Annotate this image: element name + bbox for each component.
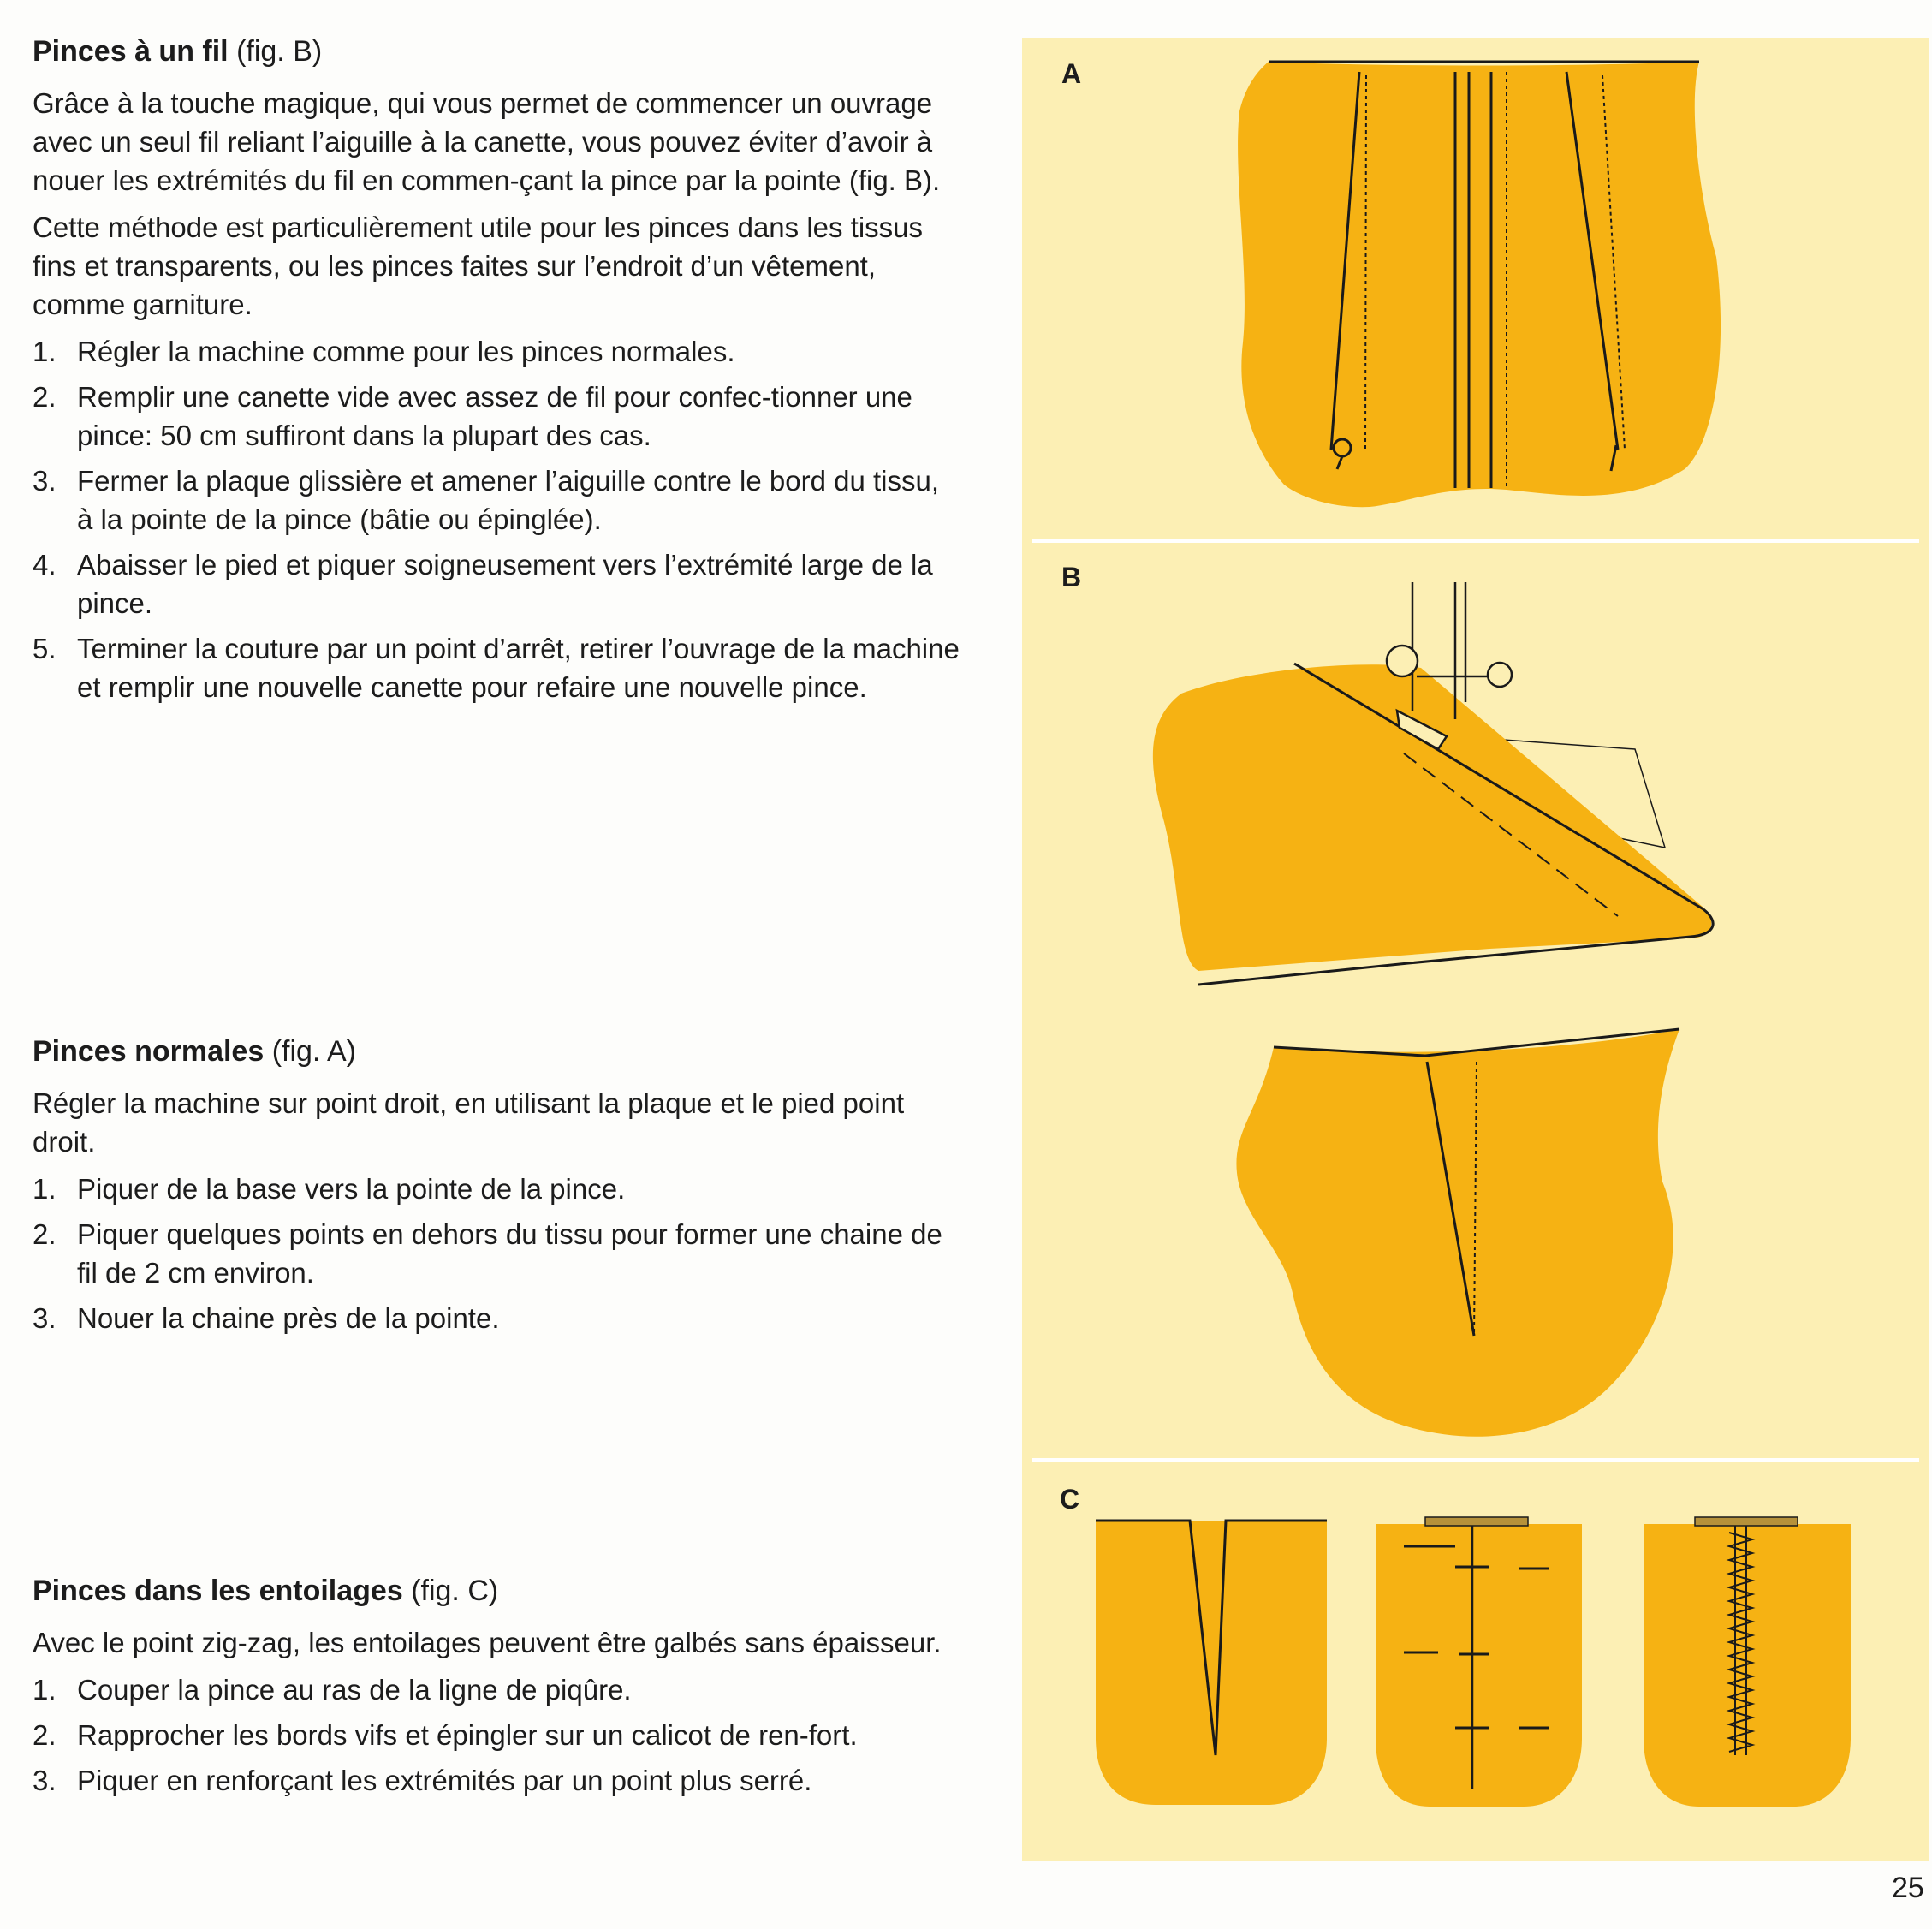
step-number: 1.	[33, 336, 56, 367]
title-bold: Pinces normales	[33, 1035, 265, 1068]
step-number: 2.	[33, 1218, 56, 1250]
figure-c-piece-2	[1376, 1517, 1582, 1807]
step-text: Terminer la couture par un point d’arrêt, retirer l’ouvrage de la machine et remplir une nouvelle canette pour refaire une nouvelle pince.	[77, 633, 960, 703]
step-text: Régler la machine comme pour les pinces normales.	[77, 336, 735, 367]
title-bold: Pinces dans les entoilages	[33, 1575, 403, 1607]
title-figure-ref: (fig. A)	[264, 1035, 356, 1068]
page-number: 25	[1892, 1872, 1924, 1904]
title-bold: Pinces à un fil	[33, 35, 229, 68]
step-text: Fermer la plaque glissière et amener l’aiguille contre le bord du tissu, à la pointe de la pince (bâtie ou épinglée).	[77, 465, 939, 535]
knob-icon	[1488, 663, 1512, 687]
figure-c-piece-1	[1096, 1521, 1327, 1805]
figure-c-piece-3	[1644, 1517, 1851, 1807]
step-number: 1.	[33, 1674, 56, 1706]
figure-b-machine	[1153, 582, 1713, 985]
step-number: 3.	[33, 465, 56, 497]
step-number: 2.	[33, 1719, 56, 1751]
figure-label-c: C	[1060, 1484, 1080, 1515]
step-text: Nouer la chaine près de la pointe.	[77, 1302, 500, 1334]
paragraph: Régler la machine sur point droit, en utilisant la plaque et le pied point droit.	[33, 1087, 905, 1158]
figure-label-b: B	[1061, 562, 1082, 592]
step-number: 1.	[33, 1173, 56, 1205]
step-text: Piquer de la base vers la pointe de la pince.	[77, 1173, 626, 1205]
paragraph: Grâce à la touche magique, qui vous permet de commencer un ouvrage avec un seul fil reliant l’aiguille à la canette, vous pouvez éviter d’avoir à nouer les extrémités du fil en commen-çant la pince par la pointe (fig. B).	[33, 87, 941, 196]
tension-dial-icon	[1387, 646, 1418, 676]
step-text: Abaisser le pied et piquer soigneusement vers l’extrémité large de la pince.	[77, 549, 933, 619]
title-figure-ref: (fig. C)	[402, 1575, 499, 1607]
step-number: 3.	[33, 1302, 56, 1334]
figure-label-a: A	[1061, 58, 1082, 89]
step-number: 3.	[33, 1765, 56, 1796]
paragraph: Avec le point zig-zag, les entoilages peuvent être galbés sans épaisseur.	[33, 1627, 942, 1658]
figure-b-dart	[1236, 1029, 1679, 1437]
figure-a-fabric	[1238, 62, 1721, 507]
title-figure-ref: (fig. B)	[228, 35, 323, 68]
step-text: Couper la pince au ras de la ligne de piqûre.	[77, 1674, 632, 1706]
step-number: 2.	[33, 381, 56, 413]
paragraph: Cette méthode est particulièrement utile pour les pinces dans les tissus fins et transparents, ou les pinces faites sur l’endroit d’un vêtement, comme garniture.	[33, 211, 924, 320]
step-text: Piquer quelques points en dehors du tissu pour former une chaine de fil de 2 cm environ.	[77, 1218, 942, 1289]
step-number: 5.	[33, 633, 56, 664]
step-number: 4.	[33, 549, 56, 580]
step-text: Rapprocher les bords vifs et épingler sur un calicot de ren-fort.	[77, 1719, 858, 1751]
step-text: Piquer en renforçant les extrémités par un point plus serré.	[77, 1765, 812, 1796]
step-text: Remplir une canette vide avec assez de fil pour confec-tionner une pince: 50 cm suffiront dans la plupart des cas.	[77, 381, 912, 451]
